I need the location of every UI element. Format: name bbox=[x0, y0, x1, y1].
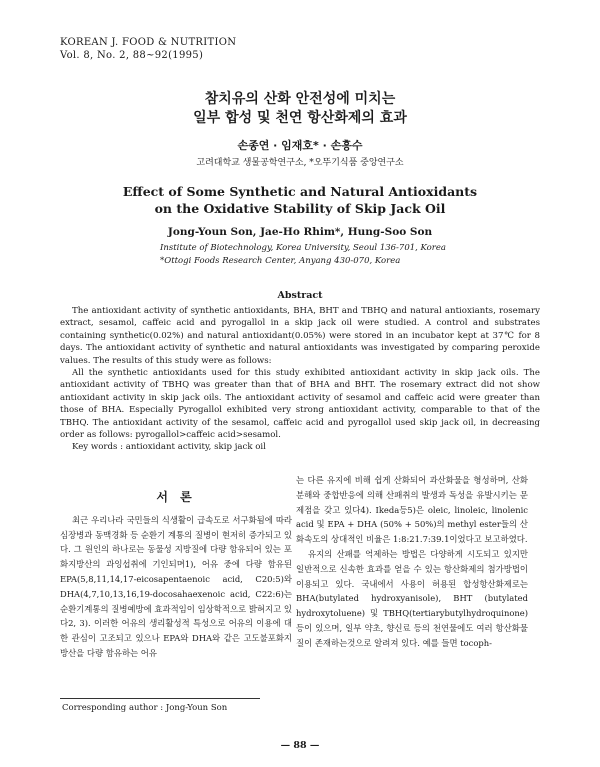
abstract-paragraph-1: The antioxidant activity of synthetic antioxidants, BHA, BHT and TBHQ and natural antioxiants, rosemary extract, sesamol, caffeic acid and pyrogallol in a skip jack oil were studied. A control and substrates containing synthetic(0.02%) and natural antioxidant(0.05%) were stored in an incubator kept at 37℃ for 8 days. The antioxidant activity of synthetic and natural antioxidants was investigated by comparing peroxide values. The results of this study were as follows: bbox=[60, 306, 540, 366]
korean-title bbox=[0, 90, 600, 128]
english-affiliation bbox=[160, 242, 480, 268]
keywords: Key words : antioxidant activity, skip jack oil bbox=[72, 442, 266, 453]
corresponding-author-footnote: Corresponding author : Jong-Youn Son bbox=[62, 703, 228, 713]
body-paragraph: 유지의 산패를 억제하는 방법은 다양하게 시도되고 있지만 일반적으로 신속한 효과를 얻을 수 있는 항산화제의 첨가방법이 이용되고 있다. 국내에서 사용이 허용된 합성항산화제로는 BHA(butylated hydroxyanisole), BHT (butylated hydroxytoluene) 및 TBHQ(tertiarybutylhydroquinone) 등이 있으며, 일부 약초, 향신료 등의 천연물에도 여러 항산화물질이 존재하는것으로 알려져 있다. 예를 들면 tocoph- bbox=[296, 548, 528, 648]
section-title: 서 론 bbox=[156, 490, 196, 504]
korean-affiliation: 고려대학교 생물공학연구소, *오뚜기식품 중앙연구소 bbox=[196, 158, 404, 168]
abstract-body bbox=[60, 305, 540, 454]
abstract-paragraph-2: All the synthetic antioxidants used for this study exhibited antioxidant activity in skip jack oils. The antioxidant activity of TBHQ was greater than that of BHA and BHT. The rosemary extract did not show antioxidant activity in skip jack oils. The antioxidant activity of sesamol and caffeic acid were greater than those of BHA. Especially Pyrogallol exhibited very strong antioxidant activity, comparable to that of the TBHQ. The antioxidant activity of the sesamol, caffeic acid and pyrogallol used skip jack oil, in decreasing order as follows: pyrogallol>caffeic acid>sesamol. bbox=[60, 368, 540, 441]
affiliation-1: Institute of Biotechnology, Korea University, Seoul 136-701, Korea bbox=[160, 243, 446, 253]
korean-authors: 손종연 · 임재호* · 손흥수 bbox=[237, 139, 363, 152]
body-paragraph: 최근 우리나라 국민들의 식생활이 급속도로 서구화됨에 따라 심장병과 동맥경화 등 순환기 계통의 질병이 현저히 증가되고 있다. 그 원인의 하나로는 동물성 지방질에 다량 함유되어 있는 포화지방산의 과잉섭취에 기인되며1), 어유 중에 다량 함유된 EPA(5,8,11,14,17-eicosapentaenoic acid, C20:5)와 DHA(4,7,10,13,16,19-docosahaexenoic acid, C22:6)는 순환기계통의 질병예방에 효과적임이 임상학적으로 밝혀지고 있다2, 3). 이러한 어유의 생리활성적 특성으로 어유의 이용에 대한 관심이 고조되고 있으나 EPA와 DHA와 같은 고도불포화지방산을 다량 함유하는 어유 bbox=[60, 514, 292, 658]
page-number: — 88 — bbox=[280, 740, 320, 751]
abstract-heading: Abstract bbox=[277, 290, 323, 301]
journal-header bbox=[60, 36, 236, 62]
journal-name: KOREAN J. FOOD & NUTRITION bbox=[60, 37, 237, 48]
body-column-right bbox=[296, 473, 528, 651]
journal-volume: Vol. 8, No. 2, 88~92(1995) bbox=[60, 50, 204, 61]
english-title-line1: Effect of Some Synthetic and Natural Antioxidants bbox=[122, 184, 478, 199]
affiliation-2: *Ottogi Foods Research Center, Anyang 430-070, Korea bbox=[160, 256, 401, 266]
english-title-line2: on the Oxidative Stability of Skip Jack Oil bbox=[154, 201, 446, 216]
body-paragraph: 는 다른 유지에 비해 쉽게 산화되어 과산화물을 형성하며, 산화분해와 중합반응에 의해 산패취의 발생과 독성을 유발시키는 문제점을 갖고 있다4). Ikeda등5)은 oleic, linoleic, linolenic acid 및 EPA + DHA (50% + 50%)의 methyl ester들의 산화속도의 상대적인 비율은 1:8:21.7:39.1이었다고 보고하였다. bbox=[296, 475, 528, 545]
english-authors: Jong-Youn Son, Jae-Ho Rhim*, Hung-Soo Son bbox=[167, 226, 433, 238]
english-title bbox=[0, 183, 600, 217]
korean-title-line1: 참치유의 산화 안전성에 미치는 bbox=[204, 91, 396, 107]
korean-title-line2: 일부 합성 및 천연 항산화제의 효과 bbox=[193, 110, 407, 126]
body-column-left bbox=[60, 490, 292, 661]
footnote-divider bbox=[60, 698, 260, 699]
